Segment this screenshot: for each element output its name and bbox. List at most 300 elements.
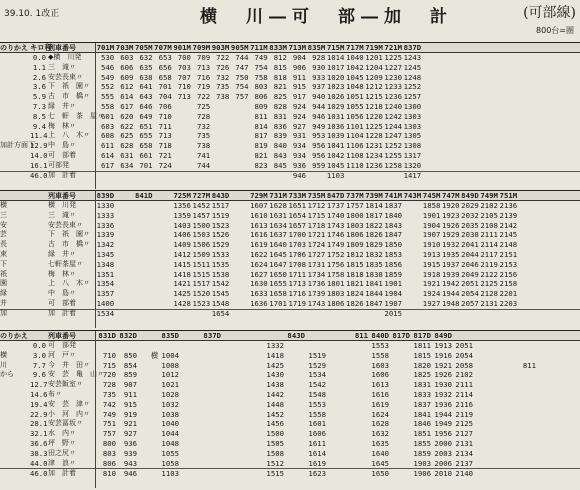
departure-time: 1300 [403,101,422,111]
station-name: 下 祇 園〃 [48,82,90,91]
departure-time: 1534 [96,309,115,319]
departure-time: 1220 [365,111,383,121]
departure-time: 940 [312,92,326,102]
table-row [0,289,580,299]
departure-time: 1500 [192,220,211,230]
departure-time: 1829 [365,240,383,250]
departure-time: 1746 [326,230,345,240]
departure-time: 728 [196,111,211,121]
transfer-note: 川 [0,360,7,369]
departure-time: 1320 [403,160,422,170]
table-row [0,400,580,410]
departure-time: 1619 [371,399,389,409]
departure-time: 1023 [326,82,345,92]
station-name: 安 芸 亀 山〃 [48,370,104,379]
departure-time: 1425 [173,289,191,299]
departure-time: 744 [196,160,211,170]
departure-time: 806 [254,92,268,102]
column-train-number-header: 列車番号 [48,331,76,340]
departure-time: 1901 [384,279,402,289]
departure-time: 1425 [266,360,284,370]
departure-time: 818 [273,72,287,82]
departure-time: 722 [196,92,211,102]
transfer-note: 緑 [0,289,7,298]
departure-time: 1715 [307,210,326,220]
distance-km: 14.6 [30,389,48,399]
departure-time: 1233 [384,82,402,92]
distance-km: 5.9 [32,92,46,102]
departure-time: 934 [292,150,307,160]
departure-time: 915 [292,82,307,92]
departure-time: 704 [158,92,172,102]
transfer-note: 三 [0,210,7,219]
departure-time: 1757 [346,201,364,210]
departure-time: 1855 [413,438,431,448]
transfer-note: 芸 [0,230,7,239]
departure-time: 1409 [173,240,191,250]
station-name: 梅 林〃 [48,269,76,278]
departure-time: 1820 [413,360,431,370]
departure-time: 1907 [384,298,402,308]
departure-time: 1317 [403,150,422,160]
departure-time: 1230 [384,72,402,82]
departure-time: 1731 [307,259,326,269]
table-row [0,230,580,240]
departure-time: 649 [139,111,153,121]
departure-time: 700 [177,53,191,62]
departure-time: 1859 [384,269,402,279]
departure-time: 1252 [384,141,402,151]
departure-time: 1924 [422,289,441,299]
departure-time: 933 [312,72,326,82]
departure-time: 1538 [211,269,230,279]
departure-time: 1806 [346,230,364,240]
departure-time: 1535 [211,259,230,269]
train-number: 743M [403,190,422,200]
transfer-note: 安 [0,220,7,229]
station-name: 加 計着 [48,468,76,477]
train-number: 735M [307,190,326,200]
distance-km: 3.0 [32,350,46,360]
departure-time: 1913 [434,341,452,350]
departure-time: 1545 [211,289,230,299]
departure-time: 558 [101,101,115,111]
departure-time: 1640 [269,240,287,250]
distance-km: 0.0 [32,341,46,350]
transfer-note: 加 [0,309,7,318]
departure-time: 721 [158,150,172,160]
departure-time: 1815 [346,259,364,269]
table-row [0,468,580,478]
station-name: 安芸長束〃 [48,220,83,229]
departure-time: 1055 [346,101,364,111]
departure-time: 1345 [96,249,115,259]
departure-time: 1841 [365,279,383,289]
departure-time: 701 [158,82,172,92]
departure-time: 1942 [441,279,460,289]
departure-time: 1835 [365,259,383,269]
departure-time: 1916 [434,350,452,360]
departure-time: 725 [196,101,211,111]
departure-time: 1936 [434,399,452,409]
departure-time: 638 [139,72,153,82]
table-row [0,82,580,92]
departure-time: 1236 [365,160,383,170]
departure-time: 2051 [455,341,473,350]
train-number: 837D [403,42,422,52]
distance-km: 8.5 [32,111,46,121]
departure-time: 617 [101,160,115,170]
departure-time: 1339 [96,230,115,240]
departure-time: 1040 [161,419,179,429]
departure-time: 555 [101,92,115,102]
departure-time: 1412 [173,249,191,259]
table-row [0,201,580,211]
train-number: 817D [392,330,410,340]
distance-km: 9.6 [32,370,46,380]
departure-time: 819 [254,141,268,151]
departure-time: 1026 [326,92,345,102]
departure-time: 661 [139,150,153,160]
departure-time: 1837 [384,201,402,210]
departure-time: 1910 [422,240,441,250]
departure-time: 2006 [434,458,452,468]
departure-time: 1209 [365,72,383,82]
departure-time: 713 [196,62,211,72]
departure-time: 603 [120,53,134,62]
departure-time: 1758 [326,269,345,279]
station-name: 七 軒 茶 屋〃 [48,111,104,120]
departure-time: 1438 [266,380,284,390]
train-number: 849D [434,330,452,340]
departure-time: 825 [273,92,287,102]
departure-time: 1824 [346,289,364,299]
departure-time: 1623 [308,468,326,478]
departure-time: 1948 [441,298,460,308]
departure-time: 1104 [346,131,364,141]
departure-time: 1330 [96,201,115,210]
departure-time: 2114 [480,240,498,250]
departure-time: 823 [254,160,268,170]
departure-time: 710 [102,350,116,360]
departure-time: 2151 [499,249,518,259]
departure-time: 1508 [266,448,284,458]
departure-time: 1333 [96,210,115,220]
table-row [0,299,580,309]
departure-time: 1611 [308,438,326,448]
departure-time: 2029 [461,201,479,210]
departure-time: 754 [235,82,249,92]
header-row [0,191,580,201]
table-row [0,270,580,280]
table-row [0,141,580,151]
departure-time: 1630 [250,279,268,289]
departure-time: 1832 [365,249,383,259]
departure-time: 1650 [269,269,287,279]
departure-time: 653 [158,53,172,62]
train-number: 745M [422,190,441,200]
station-name: 小 河 内〃 [48,409,90,418]
departure-time: 546 [101,62,115,72]
departure-time: 1236 [384,92,402,102]
distance-km: 38.3 [30,448,48,458]
departure-time: 1708 [288,259,307,269]
departure-time: 1406 [173,230,191,240]
departure-time: 1628 [371,419,389,429]
departure-time: 658 [158,72,172,82]
departure-time: 719 [196,82,211,92]
departure-time: 1004 [161,350,179,360]
table-row [0,151,580,161]
table-row [0,221,580,231]
station-name: 可 部発 [48,341,76,349]
departure-time: 1039 [326,131,345,141]
departure-time: 738 [196,141,211,151]
station-name: 田之尻〃 [48,448,76,457]
departure-time: 854 [123,360,137,370]
train-number: 737M [346,190,364,200]
departure-time: 2119 [480,259,498,269]
distance-km: 36.6 [30,438,48,448]
departure-time: 840 [273,141,287,151]
departure-time: 1515 [192,269,211,279]
departure-time: 1452 [192,201,211,210]
departure-time: 1930 [434,380,452,390]
departure-time: 2054 [455,350,473,360]
departure-time: 1523 [211,220,230,230]
departure-time: 930 [312,62,326,72]
departure-time: 709 [196,53,211,62]
departure-time: 614 [101,150,115,160]
departure-time: 1529 [211,240,230,250]
departure-time: 742 [102,399,116,409]
departure-time: 1526 [211,230,230,240]
departure-time: 1342 [96,240,115,250]
departure-time: 2058 [455,360,473,370]
departure-time: 601 [101,111,115,121]
departure-time: 750 [235,72,249,82]
departure-time: 1231 [365,141,383,151]
station-name: 加 計着 [48,309,76,318]
departure-time: 1637 [269,230,287,240]
table-row [0,171,580,181]
departure-time: 741 [196,150,211,160]
departure-time: 2125 [455,419,473,429]
departure-time: 2119 [455,409,473,419]
departure-time: 1837 [413,399,431,409]
departure-time: 1841 [413,409,431,419]
column-train-number-header: 列車番号 [48,43,76,52]
departure-time: 2117 [480,249,498,259]
departure-time: 839 [273,131,287,141]
station-name: 三 滝〃 [48,62,76,71]
departure-time: 919 [123,409,137,419]
departure-time: 1850 [384,240,402,250]
departure-time: 641 [139,82,153,92]
departure-time: 1743 [307,298,326,308]
train-number: 905M [230,42,249,52]
table-row [0,380,580,390]
table-row [0,351,580,361]
table-row [0,429,580,439]
departure-time: 1533 [211,249,230,259]
distance-km: 46.0 [30,171,48,181]
departure-time: 1622 [250,249,268,259]
departure-time: 1932 [434,389,452,399]
departure-time: 1553 [371,341,389,350]
departure-time: 1523 [192,298,211,308]
departure-time: 1036 [326,121,345,131]
transfer-note: 園 [0,279,7,288]
departure-time: 1856 [384,259,402,269]
table-row [0,102,580,112]
departure-time: 1616 [371,389,389,399]
departure-time: 1655 [269,279,287,289]
distance-km: 16.1 [30,160,48,170]
train-number: 840D [371,330,389,340]
table-row [0,122,580,132]
train-number: 832D [119,330,137,340]
departure-time: 1258 [384,160,402,170]
departure-time: 631 [120,150,134,160]
table-row [0,361,580,371]
departure-time: 1044 [161,429,179,439]
departure-time: 603 [101,121,115,131]
station-name: 上 八 木〃 [48,131,90,140]
departure-time: 1736 [307,279,326,289]
departure-time: 1055 [161,448,179,458]
departure-time: 707 [177,72,191,82]
distance-km: 3.6 [32,82,46,92]
departure-time: 1542 [308,380,326,390]
departure-time: 1558 [371,350,389,360]
departure-time: 1500 [266,429,284,439]
table-row [0,240,580,250]
column-train-number-header: 列車番号 [48,191,76,200]
departure-time: 946 [292,171,307,181]
departure-time: 2158 [499,279,518,289]
departure-time: 944 [312,101,326,111]
station-name: 水 内〃 [48,429,76,438]
departure-time: 1956 [434,429,452,439]
departure-time: 1048 [161,438,179,448]
distance-km: 44.0 [30,458,48,468]
departure-time: 2201 [499,289,518,299]
train-number: 733M [288,190,307,200]
departure-time: 1520 [192,289,211,299]
departure-time: 817 [254,131,268,141]
departure-time: 1505 [266,438,284,448]
column-transfer-header: のりかえ [0,331,28,340]
station-name: 古 市 橋〃 [48,240,90,249]
distance-km: 2.6 [32,72,46,82]
departure-time: 1240 [384,101,402,111]
departure-time: 1812 [346,249,364,259]
departure-time: 1252 [403,82,422,92]
departure-time: 1803 [326,289,345,299]
departure-time: 614 [120,92,134,102]
departure-time: 1843 [384,220,402,230]
departure-time: 2122 [480,269,498,279]
departure-time: 1711 [288,269,307,279]
distance-km: 14.0 [30,150,48,160]
departure-time: 1640 [371,448,389,458]
train-number: 715M [326,42,345,52]
departure-time: 2051 [461,279,479,289]
departure-time: 1904 [384,289,402,299]
departure-time: 1628 [269,201,287,210]
departure-time: 1806 [326,298,345,308]
station-name: 布〃 [48,389,62,398]
departure-time: 1645 [269,249,287,259]
departure-time: 1613 [371,380,389,390]
departure-time: 625 [120,131,134,141]
departure-time: 1457 [192,210,211,220]
departure-time: 1847 [384,230,402,240]
departure-time: 1415 [173,259,191,269]
departure-time: 1939 [441,269,460,279]
departure-time: 1624 [371,409,389,419]
departure-time: 706 [158,101,172,111]
departure-time: 1430 [266,370,284,380]
departure-time: 1452 [266,409,284,419]
departure-time: 1303 [403,111,422,121]
departure-time: 1012 [161,370,179,380]
departure-time: 609 [120,72,134,82]
departure-time: 1042 [326,150,345,160]
departure-time: 1542 [211,279,230,289]
departure-time: 928 [312,53,326,62]
departure-time: 803 [102,448,116,458]
departure-time: 821 [254,150,268,160]
departure-time: 2105 [480,210,498,220]
station-name: 中 島〃 [48,289,76,298]
table-row [0,112,580,122]
departure-time: 2046 [461,259,479,269]
departure-time: 1844 [365,289,383,299]
train-number: 817D [413,330,431,340]
departure-time: 1511 [192,259,211,269]
departure-time: 656 [158,62,172,72]
departure-time: 1517 [192,279,211,289]
departure-time: 1031 [326,111,345,121]
departure-time: 758 [254,72,268,82]
departure-time: 1944 [434,409,452,419]
departure-time: 1008 [161,360,179,370]
departure-time: 1336 [96,220,115,230]
fare-note: 800台=圏 [536,26,574,35]
departure-time: 1110 [346,160,364,170]
departure-time: 646 [139,101,153,111]
departure-time: 956 [312,141,326,151]
train-number: 747M [441,190,460,200]
departure-time: 1800 [346,210,364,220]
header-row [0,43,580,53]
departure-time: 1305 [403,131,422,141]
departure-time: 1448 [266,399,284,409]
departure-time: 1918 [422,269,441,279]
departure-time: 552 [101,82,115,92]
station-name: 可部発 [48,160,69,169]
departure-time: 1348 [96,259,115,269]
departure-time: 732 [196,121,211,131]
station-name: 中 島〃 [48,141,76,150]
departure-time: 2125 [480,279,498,289]
table-row [0,211,580,221]
departure-time: 703 [177,62,191,72]
departure-time: 1645 [371,458,389,468]
departure-time: 921 [123,419,137,429]
